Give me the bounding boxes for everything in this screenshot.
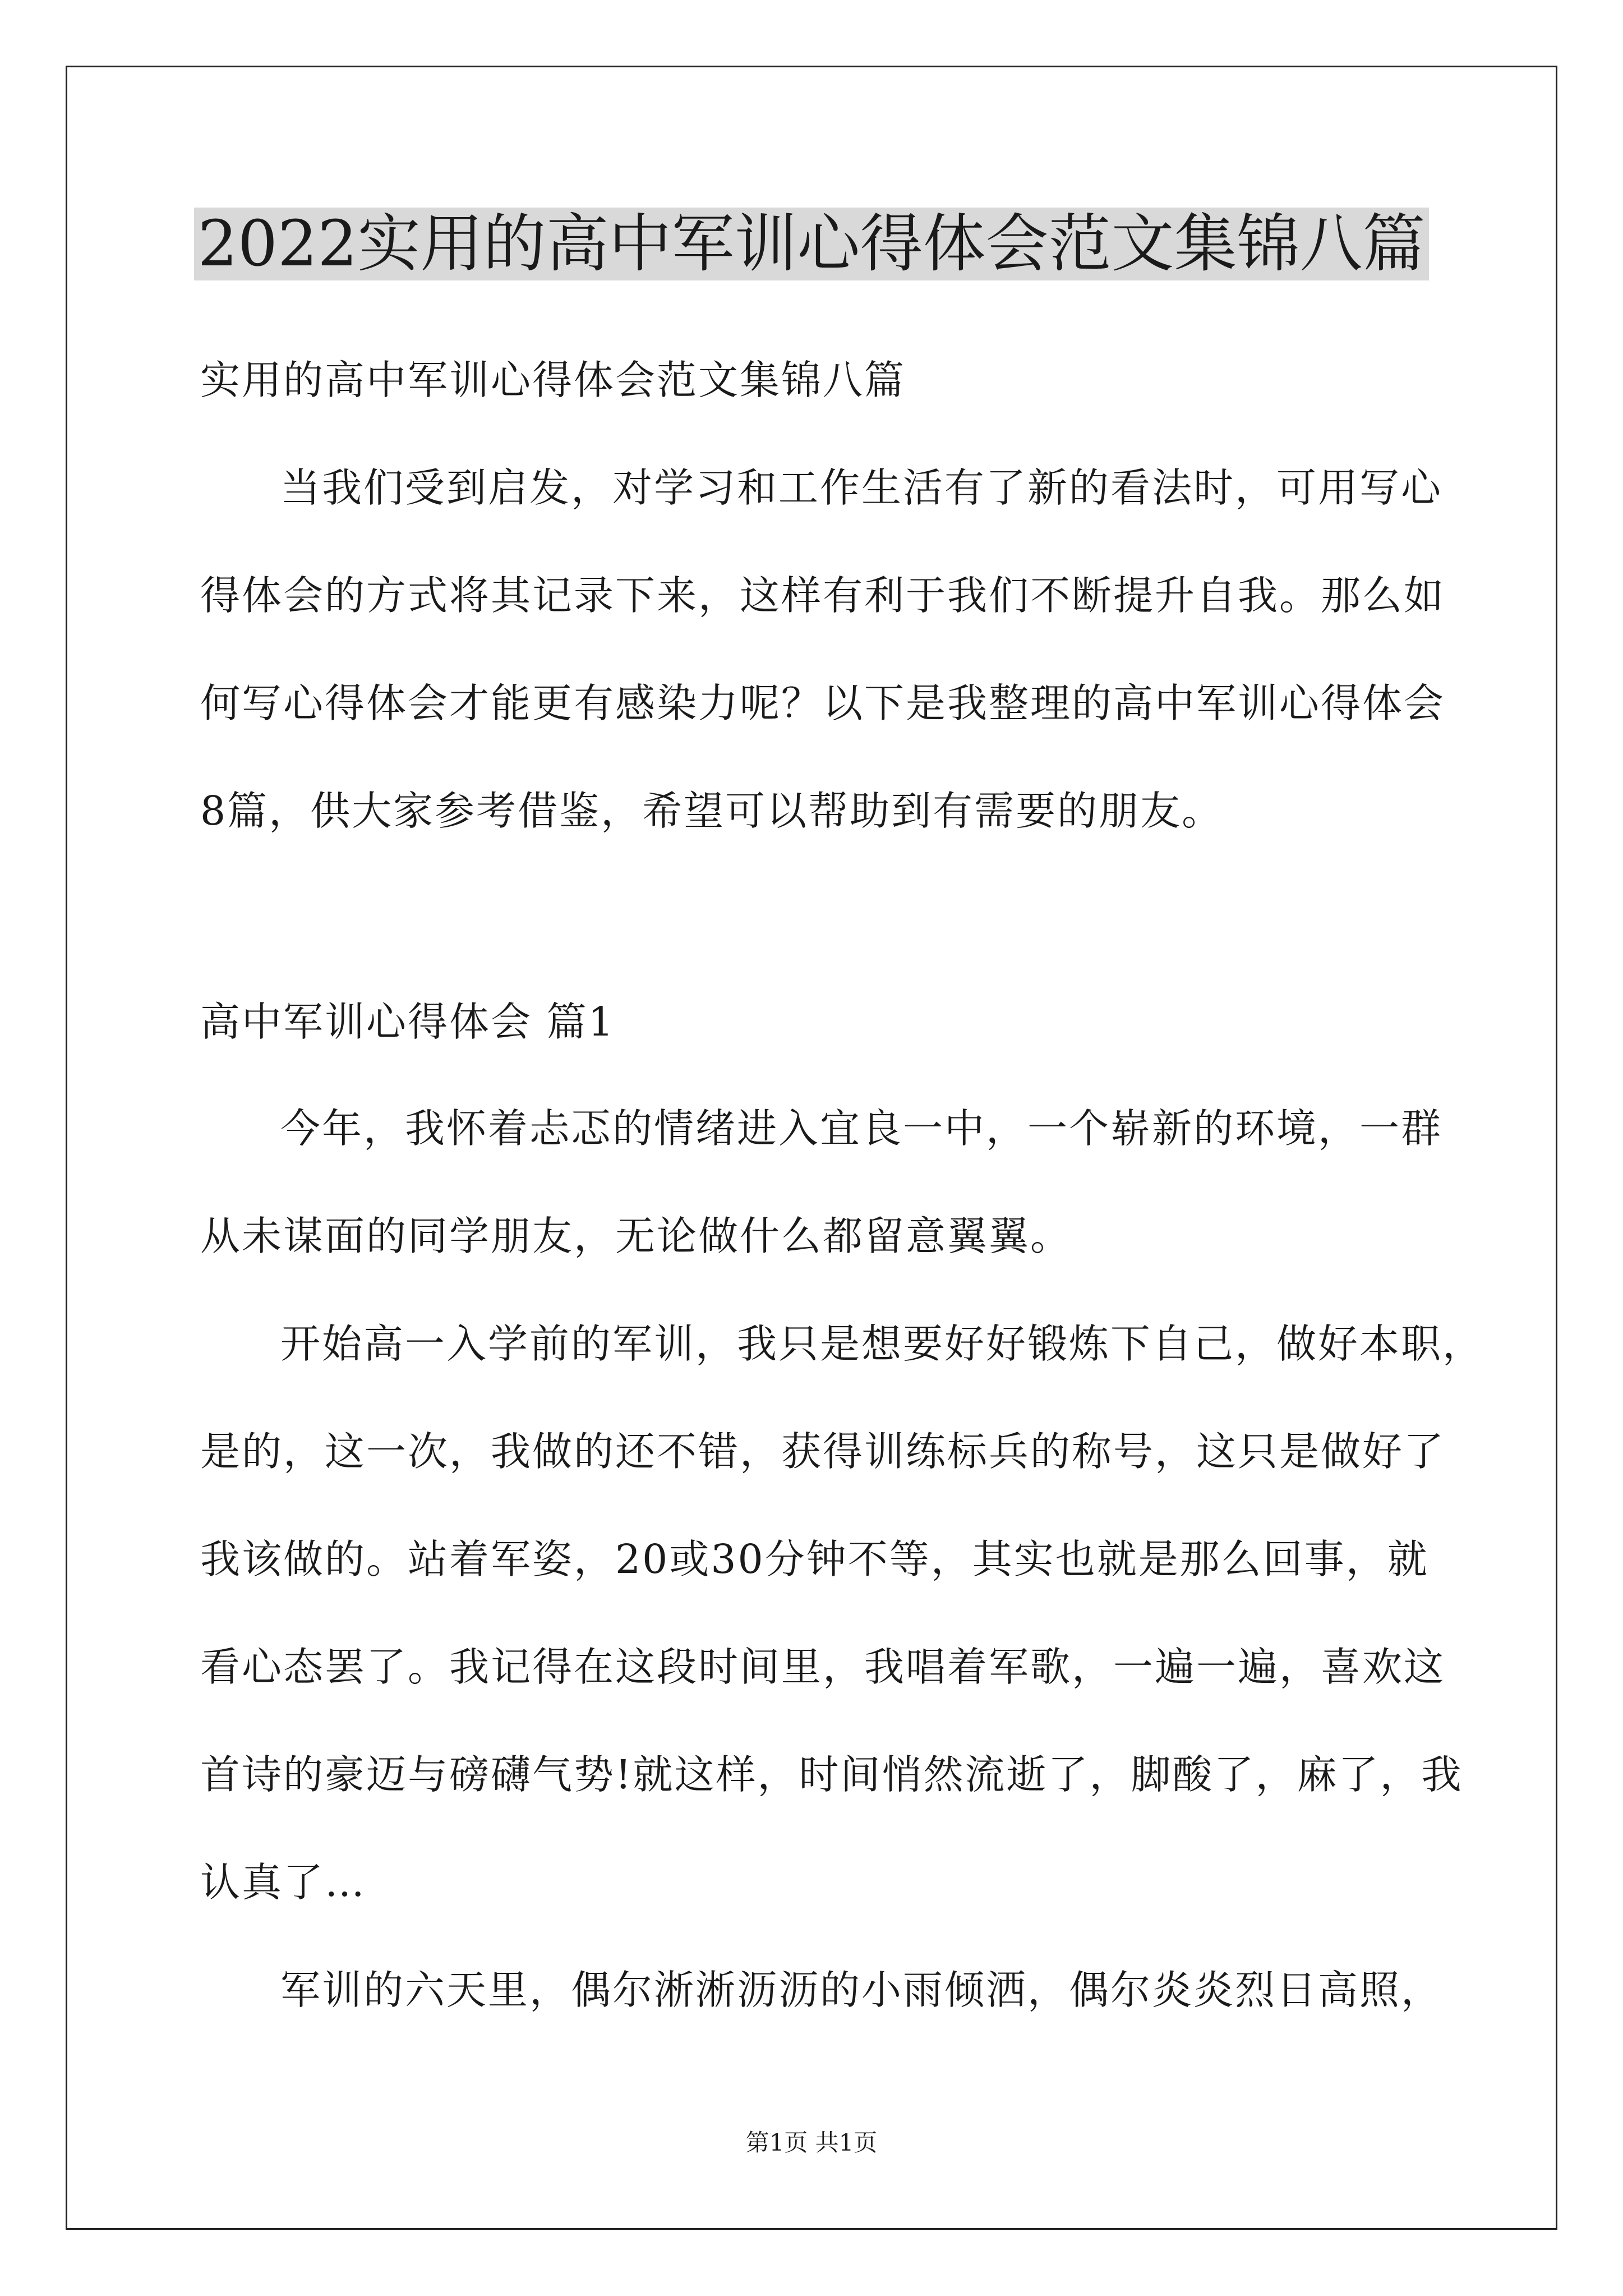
paragraph-line: 开始高一入学前的军训，我只是想要好好锻炼下自己，做好本职， — [280, 1320, 1484, 1367]
paragraph-line: 当我们受到启发，对学习和工作生活有了新的看法时，可用写心 — [280, 464, 1443, 511]
paragraph-line: 是的，这一次，我做的还不错，获得训练标兵的称号，这只是做好了 — [200, 1428, 1446, 1475]
document-subtitle: 实用的高中军训心得体会范文集锦八篇 — [200, 357, 906, 403]
paragraph-line: 8篇，供大家参考借鉴，希望可以帮助到有需要的朋友。 — [200, 788, 1224, 834]
document-title: 2022实用的高中军训心得体会范文集锦八篇 — [0, 199, 1623, 289]
paragraph-line: 认真了… — [200, 1859, 367, 1906]
paragraph-line: 得体会的方式将其记录下来，这样有利于我们不断提升自我。那么如 — [200, 572, 1446, 619]
section-heading: 高中军训心得体会 篇1 — [200, 999, 615, 1045]
paragraph-line: 从未谋面的同学朋友，无论做什么都留意翼翼。 — [200, 1213, 1072, 1259]
paragraph-line: 首诗的豪迈与磅礴气势!就这样，时间悄然流逝了，脚酸了，麻了，我 — [200, 1751, 1463, 1798]
paragraph-line: 军训的六天里，偶尔淅淅沥沥的小雨倾洒，偶尔炎炎烈日高照， — [280, 1967, 1443, 2013]
page-footer: 第1页 共1页 — [745, 2129, 878, 2156]
paragraph-line: 看心态罢了。我记得在这段时间里，我唱着军歌，一遍一遍，喜欢这 — [200, 1644, 1446, 1690]
paragraph-line: 何写心得体会才能更有感染力呢？以下是我整理的高中军训心得体会 — [200, 680, 1446, 726]
paragraph-line: 今年，我怀着忐忑的情绪进入宜良一中，一个崭新的环境，一群 — [280, 1105, 1443, 1152]
paragraph-line: 我该做的。站着军姿，20或30分钟不等，其实也就是那么回事，就 — [200, 1536, 1429, 1582]
